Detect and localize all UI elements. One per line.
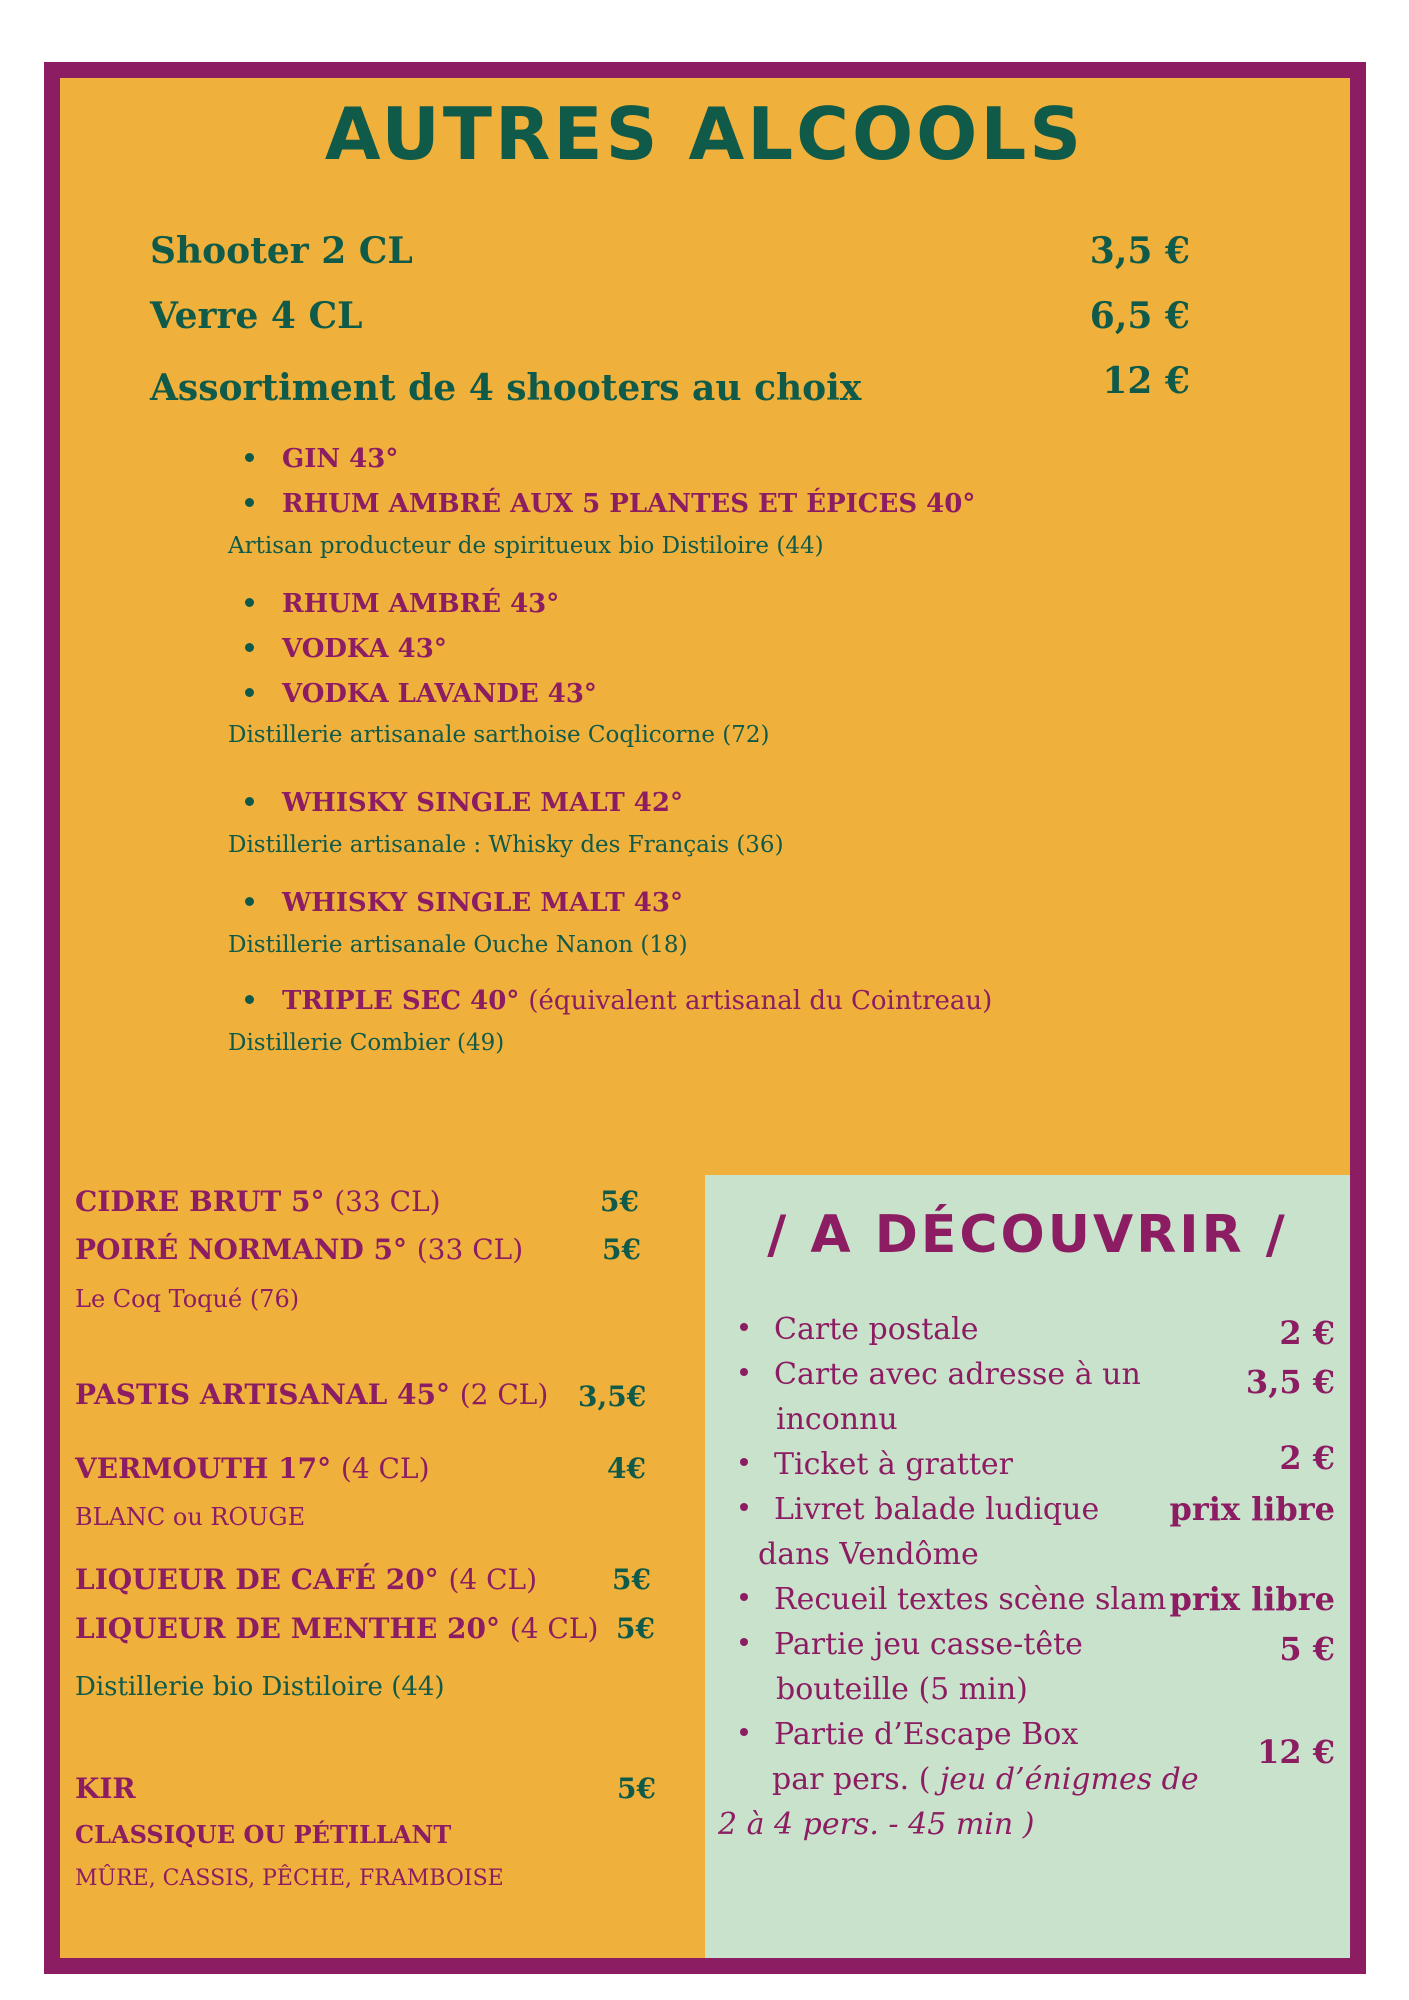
- bullet-icon: [245, 598, 254, 607]
- item-price: 2 €: [1279, 1439, 1335, 1477]
- item-qty: (4 CL): [340, 1452, 430, 1485]
- producer-note: Le Coq Toqué (76): [75, 1285, 300, 1313]
- list-item: [245, 634, 447, 664]
- item-price: 4€: [607, 1452, 646, 1485]
- list-item: [75, 1233, 523, 1266]
- item-note: BLANC ou ROUGE: [75, 1503, 306, 1531]
- item-note: (équivalent artisanal du Cointreau): [528, 986, 993, 1016]
- item-price: 2 €: [1279, 1314, 1335, 1352]
- producer-note: Distillerie bio Distiloire (44): [75, 1672, 445, 1702]
- list-item: [740, 1312, 978, 1347]
- list-item: [740, 1717, 1078, 1752]
- bullet-icon: [245, 688, 254, 697]
- item-price: prix libre: [1169, 1490, 1335, 1528]
- item-label-cont: 2 à 4 pers. - 45 min ): [718, 1807, 1035, 1842]
- main-item-verre: Verre 4 CL: [150, 295, 363, 337]
- item-label: RHUM AMBRÉ AUX 5 PLANTES ET ÉPICES 40°: [282, 489, 976, 519]
- item-note: CLASSIQUE OU PÉTILLANT: [75, 1820, 452, 1849]
- list-item: [75, 1612, 598, 1645]
- bullet-icon: [740, 1368, 748, 1376]
- bullet-icon: [245, 797, 254, 806]
- item-price: 5 €: [1279, 1630, 1335, 1668]
- list-item: [245, 444, 398, 474]
- list-item: [740, 1447, 1013, 1482]
- item-label-cont: bouteille (5 min): [776, 1672, 1028, 1707]
- main-price-shooter: 3,5 €: [1089, 230, 1190, 272]
- list-item: KIR: [75, 1772, 136, 1805]
- discover-title: / A DÉCOUVRIR /: [767, 1205, 1288, 1265]
- item-price: 12 €: [1257, 1733, 1335, 1771]
- list-item: [245, 986, 992, 1016]
- item-label: Livret balade ludique: [774, 1492, 1100, 1527]
- item-price: 3,5 €: [1245, 1363, 1335, 1401]
- list-item: [75, 1563, 537, 1596]
- list-item: [740, 1627, 1083, 1662]
- list-item: [75, 1378, 548, 1411]
- producer-note: Distillerie Combier (49): [228, 1030, 505, 1056]
- item-label: WHISKY SINGLE MALT 42°: [282, 788, 683, 818]
- bullet-icon: [740, 1458, 748, 1466]
- list-item: [75, 1185, 441, 1218]
- main-price-verre: 6,5 €: [1089, 295, 1190, 337]
- item-price: 5€: [602, 1233, 641, 1266]
- bullet-icon: [740, 1323, 748, 1331]
- item-price: 5€: [600, 1185, 639, 1218]
- item-label: PASTIS ARTISANAL 45°: [75, 1378, 450, 1411]
- bullet-icon: [245, 498, 254, 507]
- bullet-icon: [740, 1728, 748, 1736]
- item-label: VERMOUTH 17°: [75, 1452, 332, 1485]
- item-label: RHUM AMBRÉ 43°: [282, 589, 560, 619]
- producer-note: Distillerie artisanale sarthoise Coqlicorne (72): [228, 722, 770, 748]
- item-label: Partie jeu casse-tête: [774, 1627, 1083, 1662]
- item-price: 5€: [612, 1563, 651, 1596]
- item-label: LIQUEUR DE MENTHE 20°: [75, 1612, 501, 1645]
- item-note: MÛRE, CASSIS, PÊCHE, FRAMBOISE: [75, 1866, 504, 1891]
- bullet-icon: [740, 1638, 748, 1646]
- item-qty: (33 CL): [334, 1185, 441, 1218]
- item-label: TRIPLE SEC 40°: [282, 986, 520, 1016]
- producer-note: Artisan producteur de spiritueux bio Distiloire (44): [228, 533, 824, 559]
- item-label: POIRÉ NORMAND 5°: [75, 1233, 407, 1266]
- item-label-cont: dans Vendôme: [758, 1537, 979, 1572]
- bullet-icon: [245, 453, 254, 462]
- item-label: WHISKY SINGLE MALT 43°: [282, 888, 683, 918]
- item-price: prix libre: [1169, 1580, 1335, 1618]
- bullet-icon: [740, 1503, 748, 1511]
- list-item: [245, 679, 597, 709]
- item-label: GIN 43°: [282, 444, 399, 474]
- item-label: Carte avec adresse à un: [774, 1357, 1141, 1392]
- main-item-shooter: Shooter 2 CL: [150, 230, 413, 272]
- item-label: Recueil textes scène slam: [774, 1582, 1167, 1617]
- item-label: LIQUEUR DE CAFÉ 20°: [75, 1563, 439, 1596]
- item-label: VODKA 43°: [282, 634, 447, 664]
- item-label: Carte postale: [774, 1312, 979, 1347]
- item-qty: (33 CL): [416, 1233, 524, 1266]
- bullet-icon: [245, 995, 254, 1004]
- page-title: AUTRES ALCOOLS: [324, 92, 1085, 176]
- main-item-assortiment: Assortiment de 4 shooters au choix: [150, 367, 862, 409]
- item-qty: (4 CL): [509, 1612, 599, 1645]
- producer-note: Distillerie artisanale Ouche Nanon (18): [228, 932, 688, 958]
- item-price: 5€: [616, 1612, 655, 1645]
- item-label: VODKA LAVANDE 43°: [282, 679, 597, 709]
- item-label: CIDRE BRUT 5°: [75, 1185, 325, 1218]
- list-item: [740, 1492, 1099, 1527]
- item-label-cont: inconnu: [776, 1402, 898, 1437]
- item-text-italic: jeu d’énigmes de: [939, 1762, 1199, 1797]
- item-text: par pers. (: [772, 1762, 931, 1797]
- item-price: 3,5€: [578, 1380, 647, 1413]
- item-qty: (2 CL): [459, 1378, 549, 1411]
- list-item: [75, 1452, 430, 1485]
- bullet-icon: [245, 897, 254, 906]
- main-price-assortiment: 12 €: [1102, 360, 1190, 402]
- list-item: [245, 589, 559, 619]
- list-item: [245, 788, 683, 818]
- list-item: [245, 888, 683, 918]
- producer-note: Distillerie artisanale : Whisky des Français (36): [228, 832, 784, 858]
- list-item: [245, 489, 975, 519]
- item-label: Partie d’Escape Box: [774, 1717, 1079, 1752]
- list-item: [740, 1357, 1141, 1392]
- item-qty: (4 CL): [448, 1563, 538, 1596]
- item-label: Ticket à gratter: [774, 1447, 1013, 1482]
- bullet-icon: [740, 1593, 748, 1601]
- item-price: 5€: [617, 1772, 656, 1805]
- bullet-icon: [245, 643, 254, 652]
